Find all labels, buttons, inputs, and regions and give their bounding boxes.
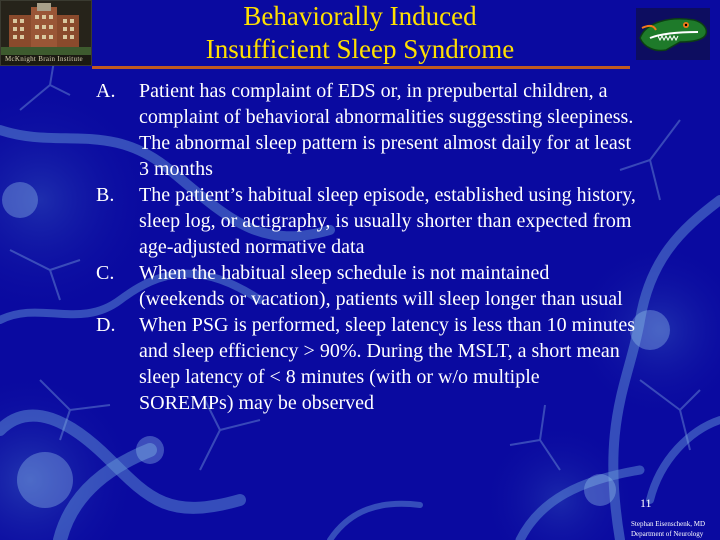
logo-caption: McKnight Brain Institute xyxy=(5,55,83,63)
mcknight-brain-institute-logo xyxy=(0,0,92,66)
list-item-text: The patient’s habitual sleep episode, established using history, sleep log, or actigraphy, is usually shorter than expected from age-adjusted normative data xyxy=(139,184,636,258)
list-item xyxy=(96,260,636,312)
list-item xyxy=(96,182,636,260)
diagnostic-criteria-list xyxy=(96,78,636,416)
list-marker: D. xyxy=(96,314,116,336)
list-item-text: When PSG is performed, sleep latency is less than 10 minutes and sleep efficiency > 90%. During the MSLT, a short mean sleep latency of < 8 minutes (with or w/o multiple SOREMPs) may be observed xyxy=(139,314,636,414)
list-marker: A. xyxy=(96,80,116,102)
building-icon xyxy=(1,1,91,55)
title-line-1: Behaviorally Induced xyxy=(243,1,477,31)
list-item-text: Patient has complaint of EDS or, in prepubertal children, a complaint of behavioral abnormalities suggessting sleepiness. The abnormal sleep pattern is present almost daily for at least 3 months xyxy=(139,80,634,180)
list-item xyxy=(96,312,636,416)
gator-head-logo-icon xyxy=(636,8,710,60)
list-item-text: When the habitual sleep schedule is not maintained (weekends or vacation), patients will sleep longer than usual xyxy=(139,262,623,310)
title-divider xyxy=(92,66,630,69)
author-department: Department of Neurology xyxy=(631,530,704,538)
slide-title xyxy=(120,0,600,66)
title-line-2: Insufficient Sleep Syndrome xyxy=(205,34,515,64)
slide-number: 11 xyxy=(640,496,652,510)
list-item xyxy=(96,78,636,182)
author-credit xyxy=(631,519,705,539)
list-marker: B. xyxy=(96,184,115,206)
list-marker: C. xyxy=(96,262,115,284)
author-name: Stephan Eisenschenk, MD xyxy=(631,520,706,528)
